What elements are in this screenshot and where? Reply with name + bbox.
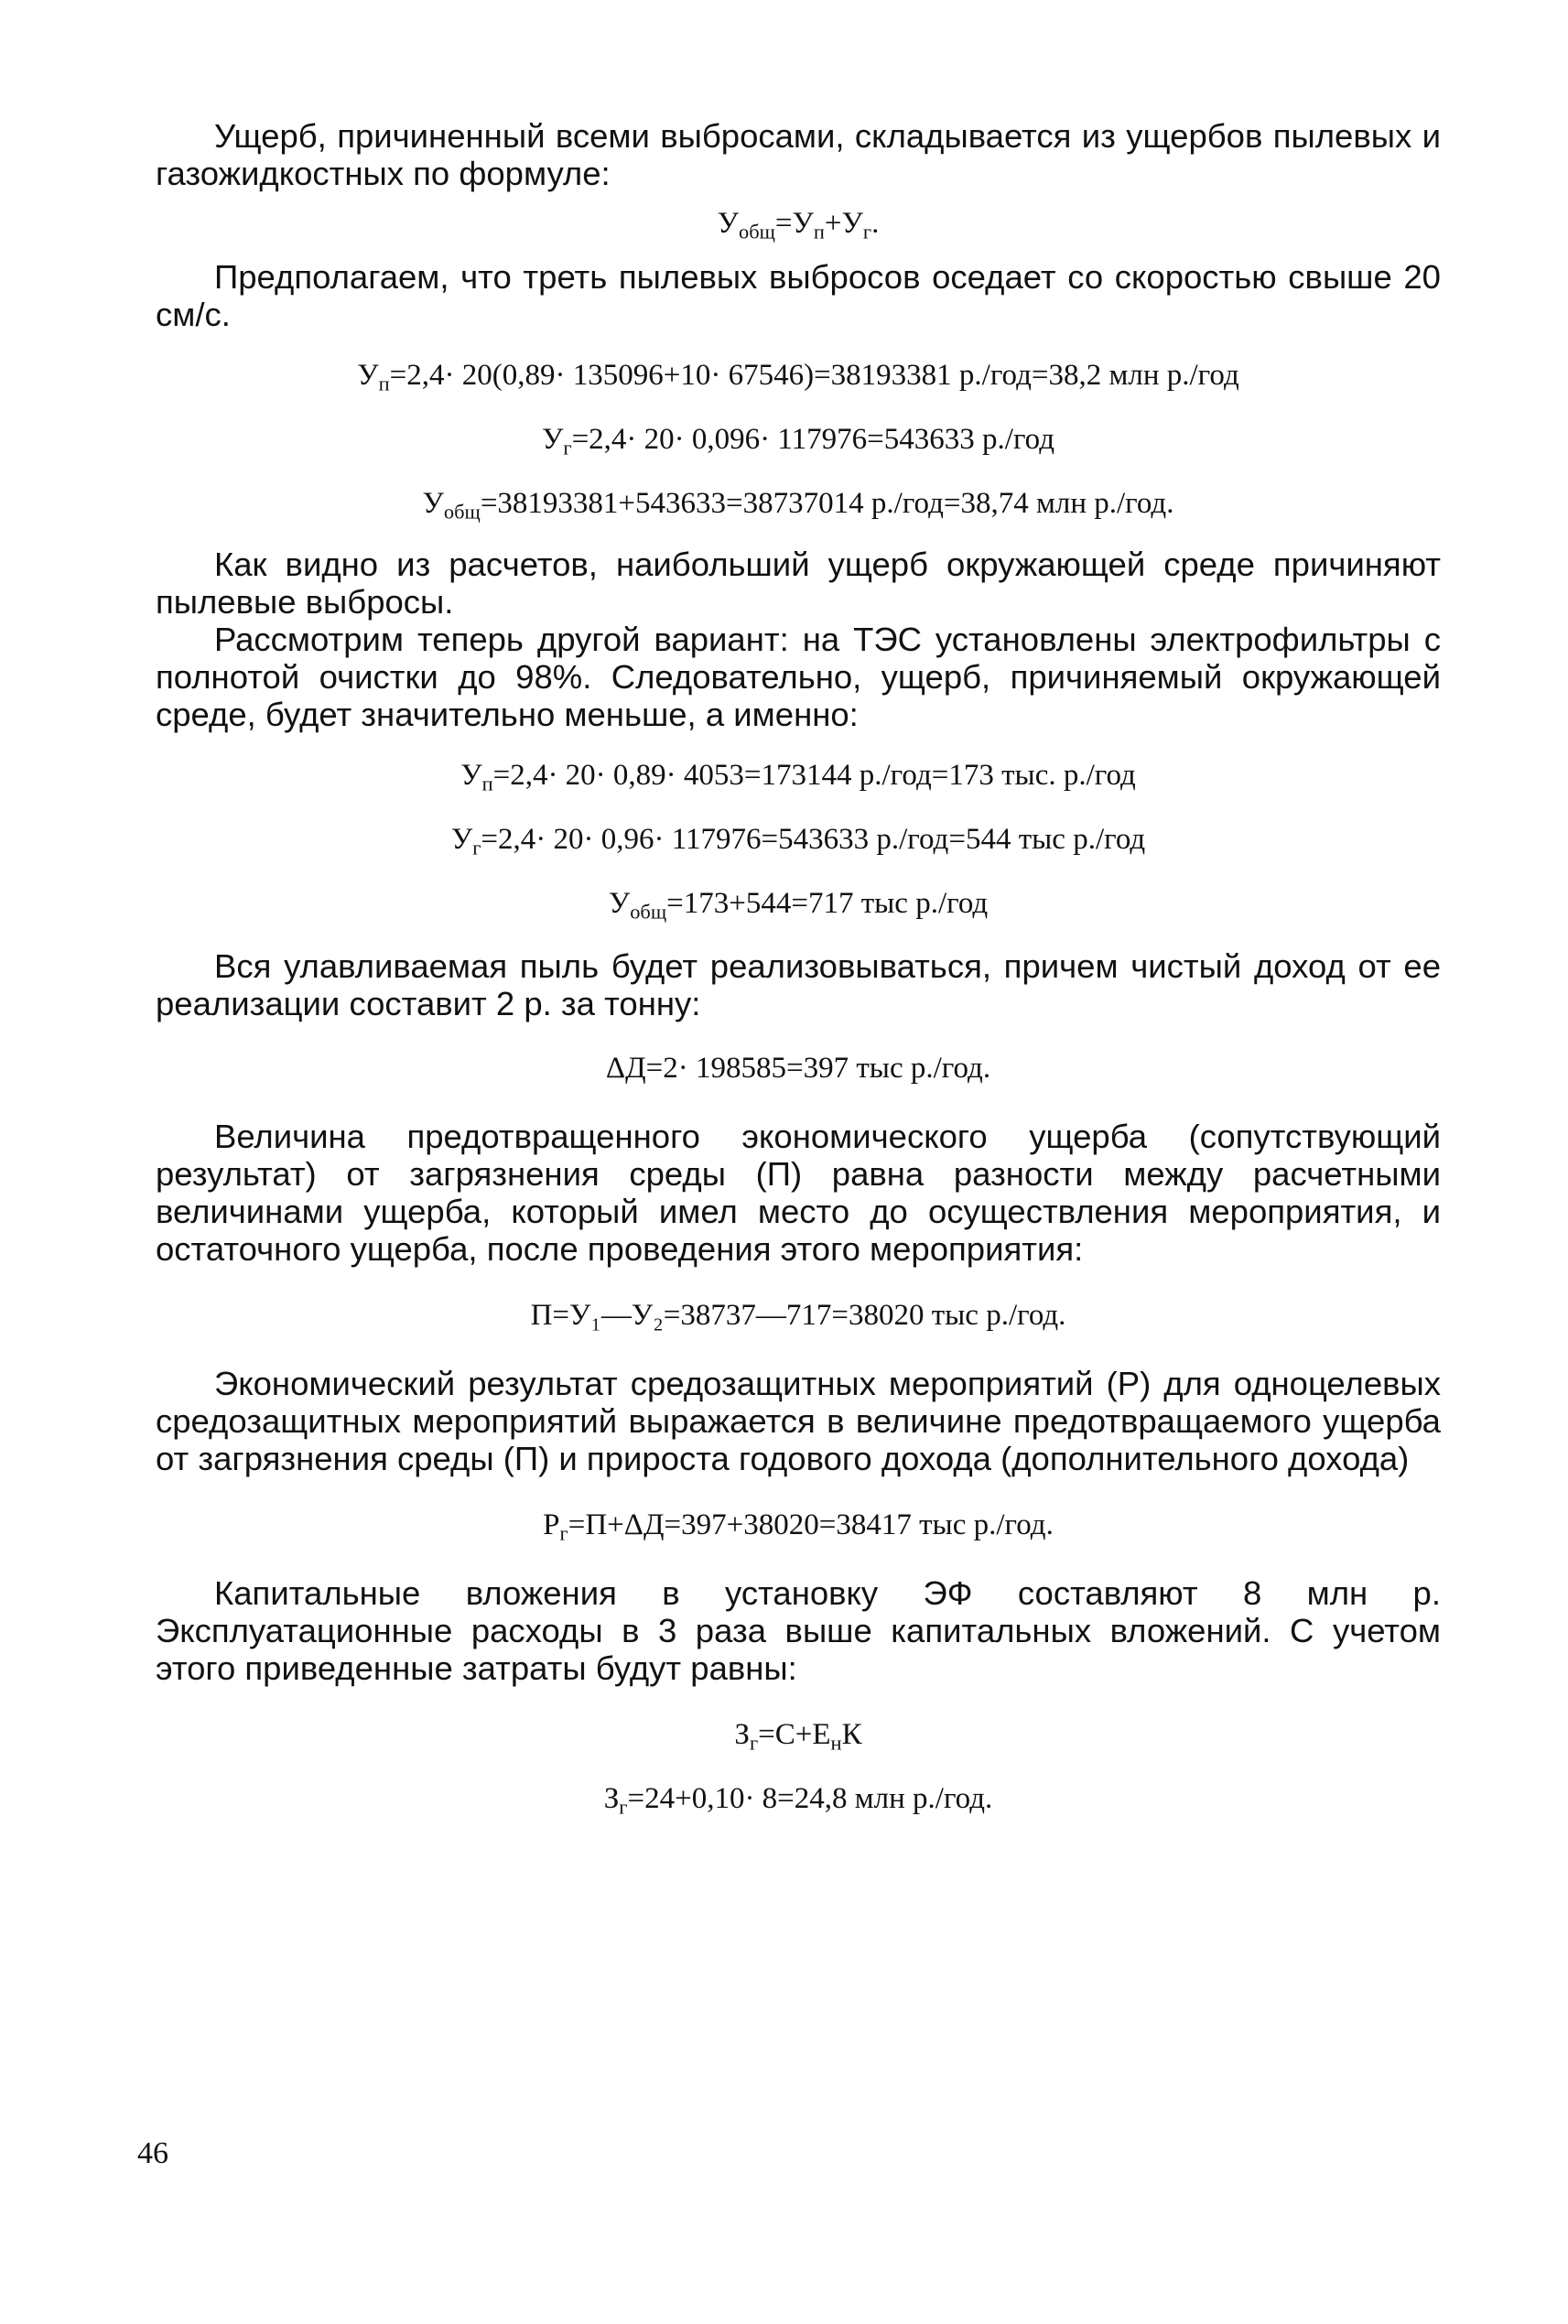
formula-part: +У: [824, 207, 863, 240]
formula-part: .: [871, 207, 880, 240]
paragraph-1: Ущерб, причиненный всеми выбросами, складывается из ущербов пылевых и газожидкостных по формуле:: [156, 117, 1441, 192]
formula-part: =24+0,10· 8=24,8 млн р./год.: [627, 1782, 993, 1815]
formula-income: ΔД=2· 198585=397 тыс р./год.: [605, 1052, 991, 1085]
formula-subscript: п: [481, 772, 493, 795]
formula-subscript: п: [378, 372, 390, 395]
formula-part: У: [541, 423, 564, 456]
formula-result: [156, 1507, 1441, 1543]
formula-part: У: [422, 487, 444, 520]
formula-gas-damage: [156, 421, 1441, 458]
formula-part: =2,4· 20(0,89· 135096+10· 67546)=38193381 р./год=38,2 млн р./год: [389, 359, 1239, 392]
formula-subscript: общ: [739, 220, 775, 243]
paragraph-7: Экономический результат средозащитных мероприятий (Р) для одноцелевых средозащитных мероприятий выражается в величине предотвращаемого ущерба от загрязнения среды (П) и прироста годового дохода (дополнительного дохода): [156, 1365, 1441, 1477]
formula-part: Р: [543, 1508, 560, 1541]
formula-subscript: общ: [630, 900, 667, 924]
paragraph-5: Вся улавливаемая пыль будет реализовываться, причем чистый доход от ее реализации составит 2 р. за тонну:: [156, 947, 1441, 1022]
formula-gas-damage-filtered: [156, 821, 1441, 858]
formula-subscript: г: [563, 436, 572, 459]
paragraph-3: Как видно из расчетов, наибольший ущерб окружающей среде причиняют пылевые выбросы.: [156, 546, 1441, 621]
formula-subscript: г: [559, 1521, 568, 1545]
formula-costs-value: [156, 1780, 1441, 1817]
formula-part: =173+544=717 тыс р./год: [666, 887, 989, 920]
formula-part: =2,4· 20· 0,096· 117976=543633 р./год: [571, 423, 1054, 456]
formula-costs-general: [156, 1716, 1441, 1753]
paragraph-8: Капитальные вложения в установку ЭФ составляют 8 млн р. Эксплуатационные расходы в 3 раза выше капитальных вложений. С учетом этого приведенные затраты будут равны:: [156, 1574, 1441, 1687]
paragraph-2: Предполагаем, что треть пылевых выбросов оседает со скоростью свыше 20 см/с.: [156, 258, 1441, 333]
formula-dust-damage-filtered: [156, 757, 1441, 794]
formula-subscript: общ: [443, 500, 481, 524]
formula-part: У: [450, 823, 473, 856]
paragraph-6: Величина предотвращенного экономического ущерба (сопутствующий результат) от загрязнения среды (П) равна разности между расчетными величинами ущерба, который имел место до осуществления мероприятия, и остаточного ущерба, после проведения этого мероприятия:: [156, 1118, 1441, 1268]
formula-part: У: [357, 359, 379, 392]
page-body: [156, 117, 1441, 1817]
formula-part: =У: [774, 207, 814, 240]
formula-part: =С+Е: [758, 1718, 831, 1751]
formula-part: =П+ΔД=397+38020=38417 тыс р./год.: [568, 1508, 1054, 1541]
page-number: 46: [137, 2136, 168, 2170]
formula-total-filtered: [156, 885, 1441, 922]
formula-part: К: [841, 1718, 862, 1751]
formula-subscript: п: [813, 220, 825, 243]
formula-total-damage: [156, 205, 1441, 242]
formula-part: У: [460, 759, 482, 792]
formula-part: У: [717, 207, 739, 240]
formula-part: =2,4· 20· 0,89· 4053=173144 р./год=173 тыс. р./год: [492, 759, 1136, 792]
paragraph-4: Рассмотрим теперь другой вариант: на ТЭС установлены электрофильтры с полнотой очистки до 98%. Следовательно, ущерб, причиняемый окружающей среде, будет значительно меньше, а именно:: [156, 621, 1441, 733]
formula-total-sum: [156, 485, 1441, 522]
formula-subscript: г: [472, 836, 481, 859]
formula-subscript: г: [862, 220, 872, 243]
formula-part: З: [734, 1718, 750, 1751]
formula-subscript: н: [830, 1731, 842, 1755]
formula-part: З: [603, 1782, 620, 1815]
formula-part: =38193381+543633=38737014 р./год=38,74 млн р./год.: [480, 487, 1174, 520]
formula-prevented-damage: П=У₁—У₂=38737—717=38020 тыс р./год.: [530, 1299, 1066, 1332]
formula-subscript: г: [619, 1795, 628, 1819]
formula-part: У: [608, 887, 631, 920]
formula-subscript: г: [749, 1731, 759, 1755]
formula-dust-damage: [156, 357, 1441, 394]
formula-part: =2,4· 20· 0,96· 117976=543633 р./год=544 тыс р./год: [481, 823, 1146, 856]
